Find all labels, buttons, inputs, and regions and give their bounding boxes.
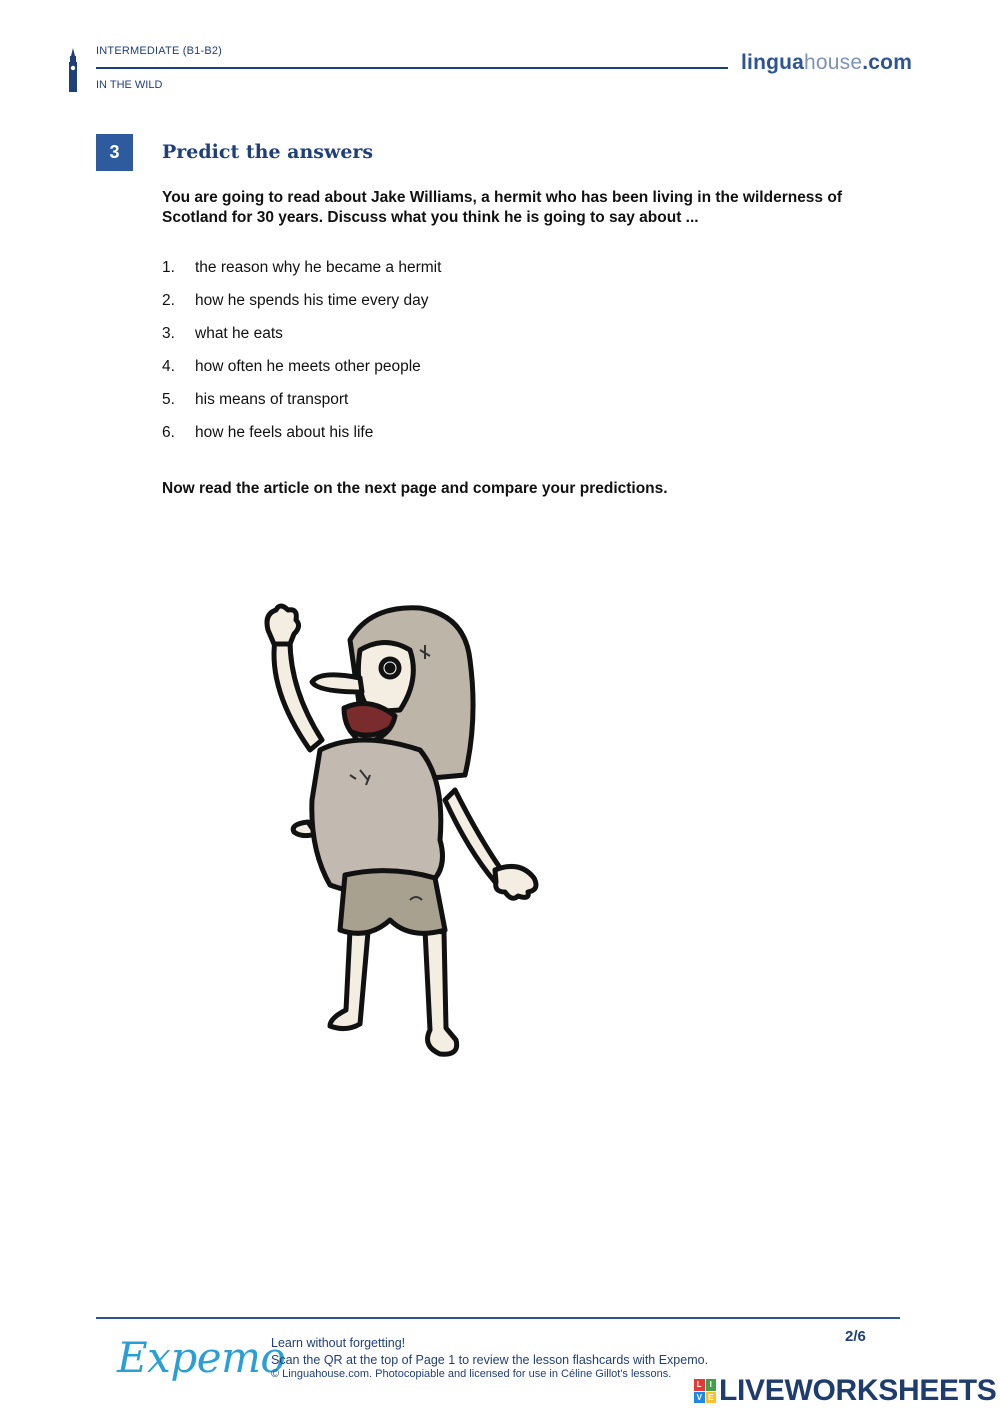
brand-part-house: house — [804, 51, 863, 74]
linguahouse-logo[interactable] — [741, 51, 912, 75]
hermit-illustration — [250, 600, 550, 1065]
page-number: 2/6 — [845, 1328, 866, 1345]
brand-part-lingua: lingua — [741, 51, 805, 74]
lesson-title: IN THE WILD — [96, 79, 163, 91]
footer-text — [271, 1335, 708, 1369]
header-divider — [96, 67, 728, 69]
list-item-text: what he eats — [195, 325, 283, 342]
liveworksheets-icon — [694, 1379, 716, 1403]
liveworksheets-watermark — [694, 1374, 997, 1408]
footer-instructions: Scan the QR at the top of Page 1 to review the lesson flashcards with Expemo. — [271, 1353, 709, 1367]
expemo-logo[interactable]: Expemo — [117, 1333, 286, 1382]
lw-letter: V — [694, 1392, 705, 1404]
list-item-number: 3. — [162, 325, 175, 342]
list-item — [162, 424, 862, 457]
lw-letter: E — [706, 1392, 717, 1404]
lw-letter: I — [706, 1379, 717, 1391]
footer-tagline: Learn without forgetting! — [271, 1336, 406, 1350]
list-item-text: how he feels about his life — [195, 424, 374, 441]
list-item-text: his means of transport — [195, 391, 349, 408]
footer-divider — [96, 1317, 900, 1319]
brand-part-tld: .com — [862, 51, 913, 74]
liveworksheets-wordmark: LIVEWORKSHEETS — [719, 1374, 997, 1407]
section-title: Predict the answers — [162, 141, 374, 163]
list-item — [162, 358, 862, 391]
list-item — [162, 292, 862, 325]
big-ben-icon — [66, 48, 80, 92]
section-intro: You are going to read about Jake Williams, a hermit who has been living in the wilderness of Scotland for 30 years. Discuss what you think he is going to say about ... — [162, 189, 842, 226]
list-item-number: 6. — [162, 424, 175, 441]
level-label: INTERMEDIATE (B1-B2) — [96, 45, 223, 57]
list-item-text: the reason why he became a hermit — [195, 259, 442, 276]
list-item — [162, 391, 862, 424]
lw-letter: L — [694, 1379, 705, 1391]
list-item — [162, 259, 862, 292]
section-number-badge: 3 — [96, 134, 133, 171]
list-item — [162, 325, 862, 358]
list-item-number: 1. — [162, 259, 175, 276]
prediction-list — [162, 259, 862, 457]
list-item-number: 4. — [162, 358, 175, 375]
list-item-text: how often he meets other people — [195, 358, 421, 375]
section-outro: Now read the article on the next page and compare your predictions. — [162, 480, 668, 497]
list-item-text: how he spends his time every day — [195, 292, 429, 309]
footer-copyright: © Linguahouse.com. Photocopiable and licensed for use in Céline Gillot's lessons. — [271, 1368, 672, 1380]
list-item-number: 2. — [162, 292, 175, 309]
list-item-number: 5. — [162, 391, 175, 408]
